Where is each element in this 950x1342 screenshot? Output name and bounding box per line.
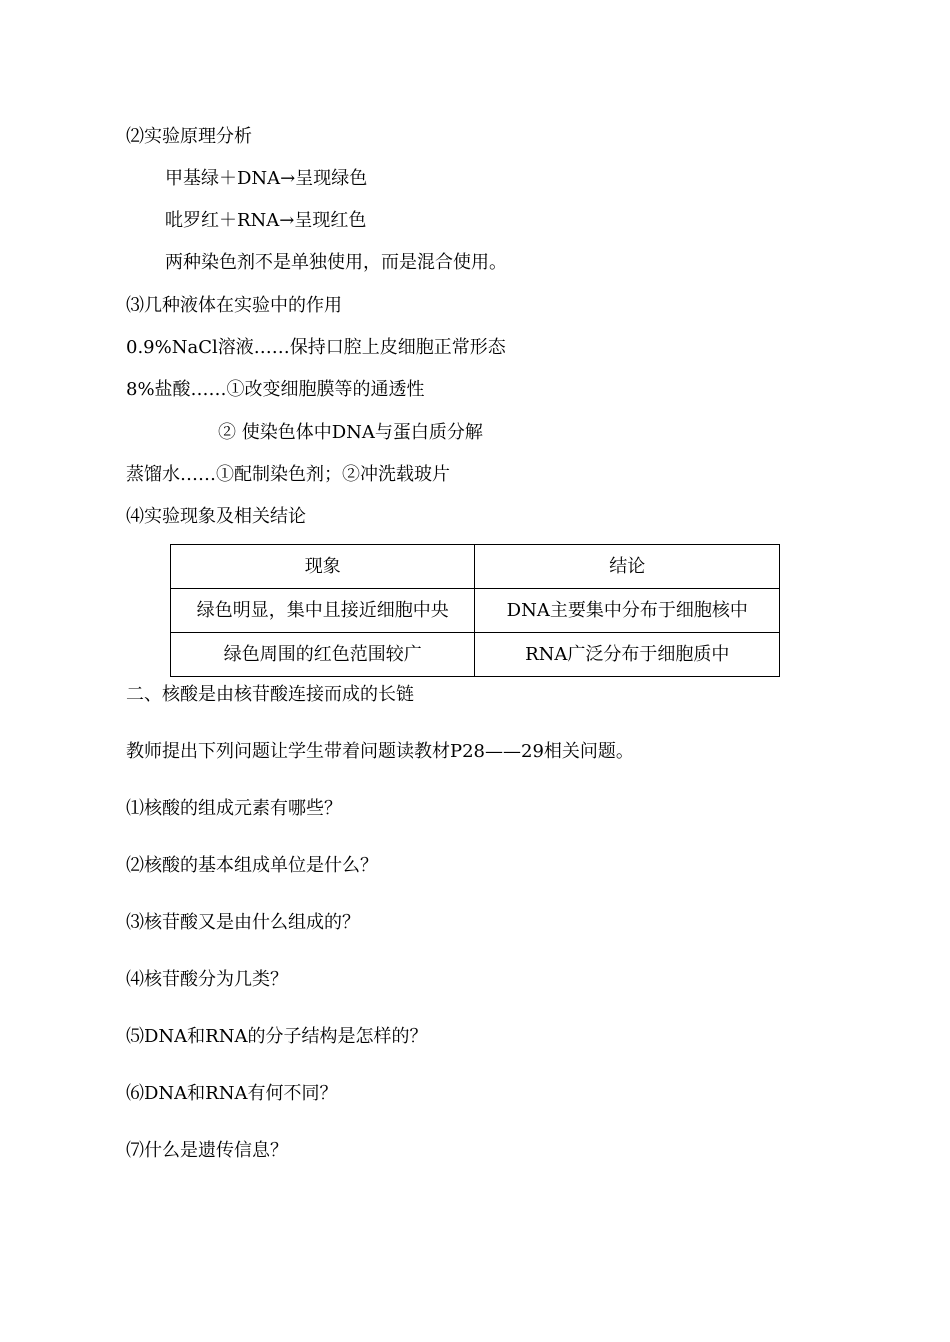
principle-line-methyl-green: 甲基绿＋DNA→呈现绿色 <box>165 168 368 189</box>
question-item: ⑵核酸的基本组成单位是什么？ <box>126 855 378 876</box>
section2-intro: 教师提出下列问题让学生带着问题读教材P28——29相关问题。 <box>126 741 634 762</box>
liquids-heading: ⑶几种液体在实验中的作用 <box>126 295 342 316</box>
table-header-conclusion: 结论 <box>475 545 780 589</box>
liquid-water: 蒸馏水……①配制染色剂；②冲洗载玻片 <box>126 464 450 485</box>
question-item: ⑶核苷酸又是由什么组成的？ <box>126 912 360 933</box>
results-table <box>170 544 780 677</box>
question-item: ⑺什么是遗传信息？ <box>126 1140 288 1161</box>
liquid-hcl-1: 8%盐酸……①改变细胞膜等的通透性 <box>126 379 425 400</box>
table-row <box>171 633 780 677</box>
table-cell: 绿色明显，集中且接近细胞中央 <box>171 589 475 633</box>
table-cell: RNA广泛分布于细胞质中 <box>475 633 780 677</box>
section2-title: 二、核酸是由核苷酸连接而成的长链 <box>126 684 414 705</box>
question-item: ⑸DNA和RNA的分子结构是怎样的？ <box>126 1026 428 1047</box>
principle-heading: ⑵实验原理分析 <box>126 126 252 147</box>
table-row <box>171 589 780 633</box>
results-heading: ⑷实验现象及相关结论 <box>126 506 306 527</box>
principle-line-mixed: 两种染色剂不是单独使用，而是混合使用。 <box>165 252 507 273</box>
question-item: ⑴核酸的组成元素有哪些？ <box>126 798 342 819</box>
table-header-phenomenon: 现象 <box>171 545 475 589</box>
principle-line-pyronin: 吡罗红＋RNA→呈现红色 <box>165 210 367 231</box>
question-item: ⑹DNA和RNA有何不同？ <box>126 1083 338 1104</box>
liquid-nacl: 0.9%NaCl溶液……保持口腔上皮细胞正常形态 <box>126 337 506 358</box>
table-cell: 绿色周围的红色范围较广 <box>171 633 475 677</box>
table-header-row <box>171 545 780 589</box>
question-item: ⑷核苷酸分为几类？ <box>126 969 288 990</box>
liquid-hcl-2: ② 使染色体中DNA与蛋白质分解 <box>218 422 483 443</box>
table-cell: DNA主要集中分布于细胞核中 <box>475 589 780 633</box>
